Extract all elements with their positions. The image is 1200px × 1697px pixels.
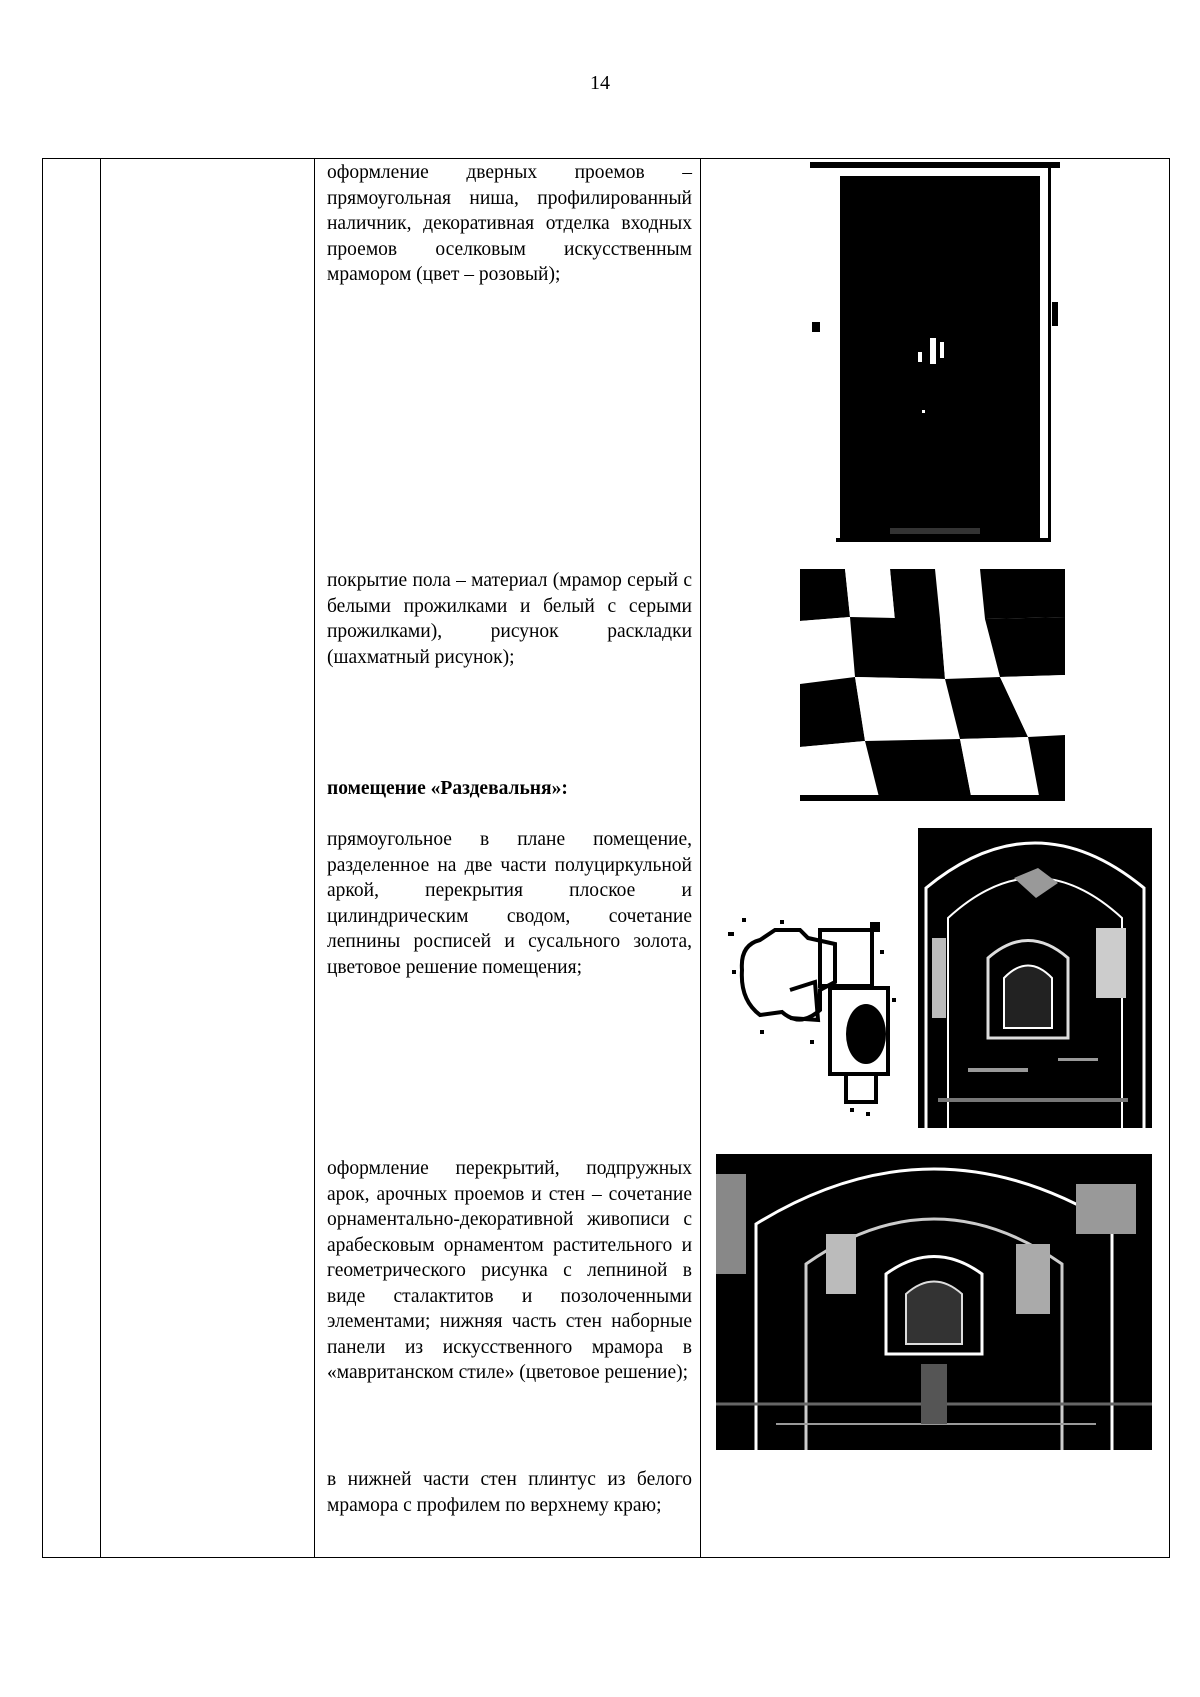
changing-room-interior-photo: [918, 828, 1152, 1128]
column-divider: [314, 158, 315, 1558]
floor-plan-drawing: [720, 900, 900, 1120]
room-heading: [327, 776, 692, 802]
checkerboard-floor-photo: [800, 569, 1065, 801]
plinth-text: в нижней части стен плинтус из белого мрамора с профилем по верхнему краю;: [327, 1469, 692, 1516]
door-openings-text: оформление дверных проемов – прямоугольная ниша, профилированный наличник, декоративная отделка входных проемов оселковым искусственным мрамором (цвет – розовый);: [327, 162, 692, 285]
ceiling-arches-photo: [716, 1154, 1152, 1450]
column-divider: [700, 158, 701, 1558]
room-plan-text: прямоугольное в плане помещение, разделенное на две части полуциркульной аркой, перекрытия плоское и цилиндрическим сводом, сочетание лепнины росписей и сусального золота, цветовое решение помещения;: [327, 829, 692, 978]
column-divider: [100, 158, 101, 1558]
room-heading-label: помещение «Раздевальня»:: [327, 778, 568, 799]
doorway-photo: [810, 162, 1060, 545]
floor-text: покрытие пола – материал (мрамор серый с белыми прожилками и белый с серыми прожилками), рисунок раскладки (шахматный рисунок);: [327, 570, 692, 668]
ceilings-text: оформление перекрытий, подпружных арок, арочных проемов и стен – сочетание орнаментально-декоративной живописи с арабесковым орнаментом растительного и геометрического рисунка с лепниной в виде сталактитов и позолоченными элементами; нижняя часть стен наборные панели из искусственного мрамора в «мавританском стиле» (цветовое решение);: [327, 1158, 692, 1383]
page-number: 14: [590, 72, 610, 94]
